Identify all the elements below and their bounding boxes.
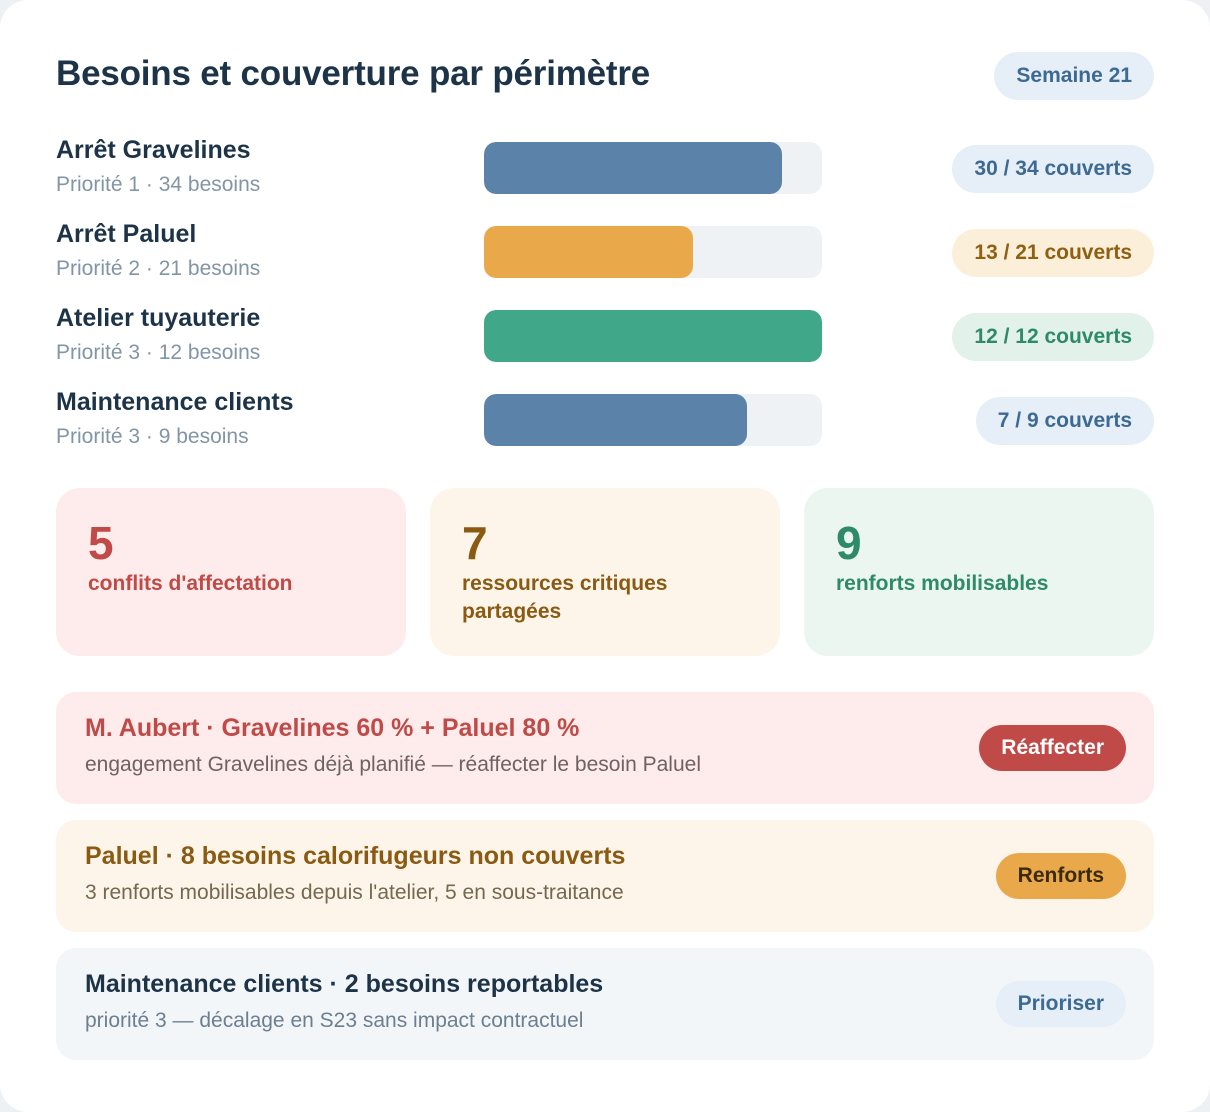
alert-description: priorité 3 — décalage en S23 sans impact contractuel — [85, 1009, 584, 1032]
stat-card-reinforcements[interactable] — [804, 488, 1154, 656]
stat-card-critical-resources[interactable] — [430, 488, 780, 656]
coverage-badge: 30 / 34 couverts — [952, 145, 1154, 193]
coverage-bar-fill — [484, 310, 822, 362]
perimeter-row[interactable] — [56, 304, 1154, 374]
perimeter-details: Priorité 3 · 12 besoins — [56, 341, 261, 364]
card-header — [56, 52, 1154, 100]
reassign-button[interactable]: Réaffecter — [979, 725, 1126, 771]
alert-title: Paluel · 8 besoins calorifugeurs non couverts — [85, 842, 626, 870]
alert-description: 3 renforts mobilisables depuis l'atelier, 5 en sous-traitance — [85, 881, 624, 904]
perimeter-details: Priorité 1 · 34 besoins — [56, 173, 261, 196]
stat-value: 7 — [462, 517, 488, 569]
perimeter-row[interactable] — [56, 220, 1154, 290]
perimeter-row[interactable] — [56, 136, 1154, 206]
coverage-bar-fill — [484, 142, 782, 194]
perimeter-name: Atelier tuyauterie — [56, 304, 261, 332]
prioritize-button[interactable]: Prioriser — [996, 981, 1126, 1027]
perimeter-row[interactable] — [56, 388, 1154, 458]
perimeter-name: Maintenance clients — [56, 388, 294, 416]
coverage-bar-track — [484, 394, 822, 446]
coverage-bar-track — [484, 226, 822, 278]
stat-value: 9 — [836, 517, 862, 569]
alert-deferrable-needs — [56, 948, 1154, 1060]
stat-card-conflicts[interactable] — [56, 488, 406, 656]
alert-uncovered-needs — [56, 820, 1154, 932]
alert-description: engagement Gravelines déjà planifié — réaffecter le besoin Paluel — [85, 753, 701, 776]
alert-conflict — [56, 692, 1154, 804]
coverage-badge: 12 / 12 couverts — [952, 313, 1154, 361]
coverage-bar-fill — [484, 226, 693, 278]
coverage-badge: 13 / 21 couverts — [952, 229, 1154, 277]
stat-value: 5 — [88, 517, 114, 569]
stat-label: ressources critiques partagées — [462, 572, 668, 623]
alert-title: Maintenance clients · 2 besoins reportables — [85, 970, 604, 998]
stat-label: conflits d'affectation — [88, 572, 293, 595]
coverage-bar-track — [484, 310, 822, 362]
reinforcements-button[interactable]: Renforts — [996, 853, 1126, 899]
page-title: Besoins et couverture par périmètre — [56, 54, 651, 93]
stat-label: renforts mobilisables — [836, 572, 1049, 595]
coverage-bar-track — [484, 142, 822, 194]
coverage-bar-fill — [484, 394, 747, 446]
perimeter-name: Arrêt Paluel — [56, 220, 197, 248]
perimeter-details: Priorité 2 · 21 besoins — [56, 257, 261, 280]
week-badge[interactable]: Semaine 21 — [994, 52, 1154, 100]
coverage-badge: 7 / 9 couverts — [976, 397, 1154, 445]
perimeter-name: Arrêt Gravelines — [56, 136, 251, 164]
alert-title: M. Aubert · Gravelines 60 % + Paluel 80 % — [85, 714, 580, 742]
perimeter-details: Priorité 3 · 9 besoins — [56, 425, 249, 448]
